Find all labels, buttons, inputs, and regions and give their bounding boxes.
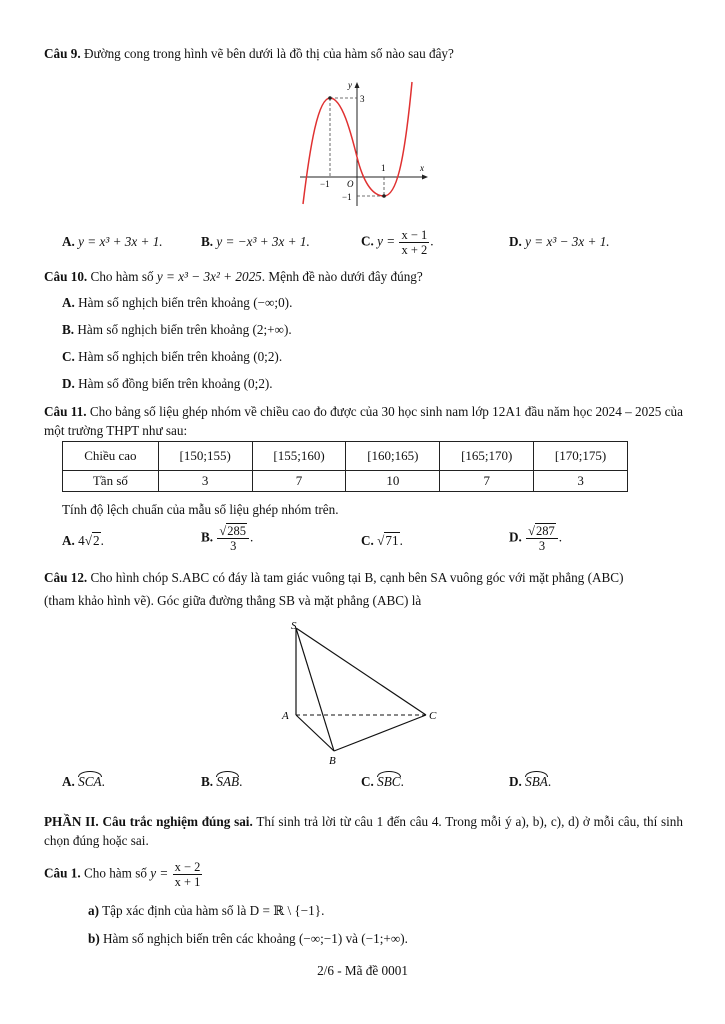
q11-options [62,524,682,562]
q12-pyramid-figure [276,614,448,770]
vertex-label-a: A [282,710,289,722]
table-cell: Tần số [63,471,159,492]
table-cell: [170;175) [534,442,628,471]
q9-stem: Câu 9. Đường cong trong hình vẽ bên dưới là đồ thị của hàm số nào sau đây? [44,46,454,61]
q9-tick-x-neg: −1 [320,179,330,189]
q12-options [62,774,682,796]
table-cell: 7 [440,471,534,492]
q10-option-b[interactable]: B. Hàm số nghịch biến trên khoảng (2;+∞). [62,322,292,337]
table-row [63,442,628,471]
table-cell: [155;160) [252,442,346,471]
q11-option-d[interactable]: D. $\frac{√287}{3}$ . [509,524,563,553]
q11-task: Tính độ lệch chuẩn của mẫu số liệu ghép nhóm trên. [62,502,339,517]
table-row [63,471,628,492]
table-cell: 7 [252,471,346,492]
q9-option-c[interactable]: C. y = $\frac{x - 1}{x + 2}$ . [361,228,434,257]
part2-q1-stem: Câu 1. Cho hàm số y = $\frac{x - 2}{x + 1}$ [44,860,201,889]
q12-option-d[interactable]: D. SBA. [509,774,552,789]
part2-q1-item-b[interactable]: b) Hàm số nghịch biến trên các khoảng (−∞;−1) và (−1;+∞). [88,931,408,946]
q10-option-c[interactable]: C. Hàm số nghịch biến trên khoảng (0;2). [62,349,283,364]
page-footer: 2/6 - Mã đề 0001 [317,963,408,978]
q10-option-a[interactable]: A. Hàm số nghịch biến trên khoảng (−∞;0). [62,295,293,310]
table-cell: 10 [346,471,440,492]
q12-option-b[interactable]: B. SAB. [201,774,243,789]
table-cell: 3 [158,471,252,492]
q11-option-b[interactable]: B. $\frac{√285}{3}$ . [201,524,254,553]
q9-tick-y-neg: −1 [342,192,352,202]
q11-stem: Câu 11. Cho bảng số liệu ghép nhóm về chiều cao đo được của 30 học sinh nam lớp 12A1 đầu năm học 2024 – 2025 của một trường THPT như sau: [44,404,684,438]
table-cell: [160;165) [346,442,440,471]
q12-stem: Câu 12. Cho hình chóp S.ABC có đáy là tam giác vuông tại B, cạnh bên SA vuông góc với mặt phẳng (ABC) (tham khảo hình vẽ). Góc giữa đường thẳng SB và mặt phẳng (ABC) là [44,570,624,608]
vertex-label-b: B [329,755,336,767]
table-cell: [150;155) [158,442,252,471]
table-cell: Chiều cao [63,442,159,471]
q10-stem: Câu 10. Cho hàm số y = x³ − 3x² + 2025. Mệnh đề nào dưới đây đúng? [44,269,423,284]
q9-options [62,228,682,258]
q12-option-a[interactable]: A. SCA. [62,774,105,789]
q11-option-a[interactable]: A. 4√2. [62,533,104,548]
q9-option-d[interactable]: D. y = x³ − 3x + 1. [509,234,610,249]
table-cell: 3 [534,471,628,492]
q9-option-b[interactable]: B. y = −x³ + 3x + 1. [201,234,310,249]
q9-option-a[interactable]: A. y = x³ + 3x + 1. [62,234,163,249]
q9-x-axis-label: x [420,163,424,173]
vertex-label-s: S [291,620,297,632]
q9-tick-x-pos: 1 [381,163,386,173]
q9-graph [296,76,434,210]
q9-origin-label: O [347,179,354,189]
q10-option-d[interactable]: D. Hàm số đồng biến trên khoảng (0;2). [62,376,273,391]
vertex-label-c: C [429,710,437,722]
q9-y-axis-label: y [348,80,352,90]
part2-q1-item-a[interactable]: a) Tập xác định của hàm số là D = ℝ \ {−1}. [88,903,325,918]
table-cell: [165;170) [440,442,534,471]
part2-intro: PHẦN II. Câu trắc nghiệm đúng sai. Thí sinh trả lời từ câu 1 đến câu 4. Trong mỗi ý a), b), c), d) ở mỗi câu, thí sinh chọn đúng hoặc sai. [44,814,683,848]
q11-table [62,441,628,492]
q9-tick-y-top: 3 [360,94,365,104]
q11-option-c[interactable]: C. √71. [361,533,403,548]
q12-option-c[interactable]: C. SBC. [361,774,404,789]
